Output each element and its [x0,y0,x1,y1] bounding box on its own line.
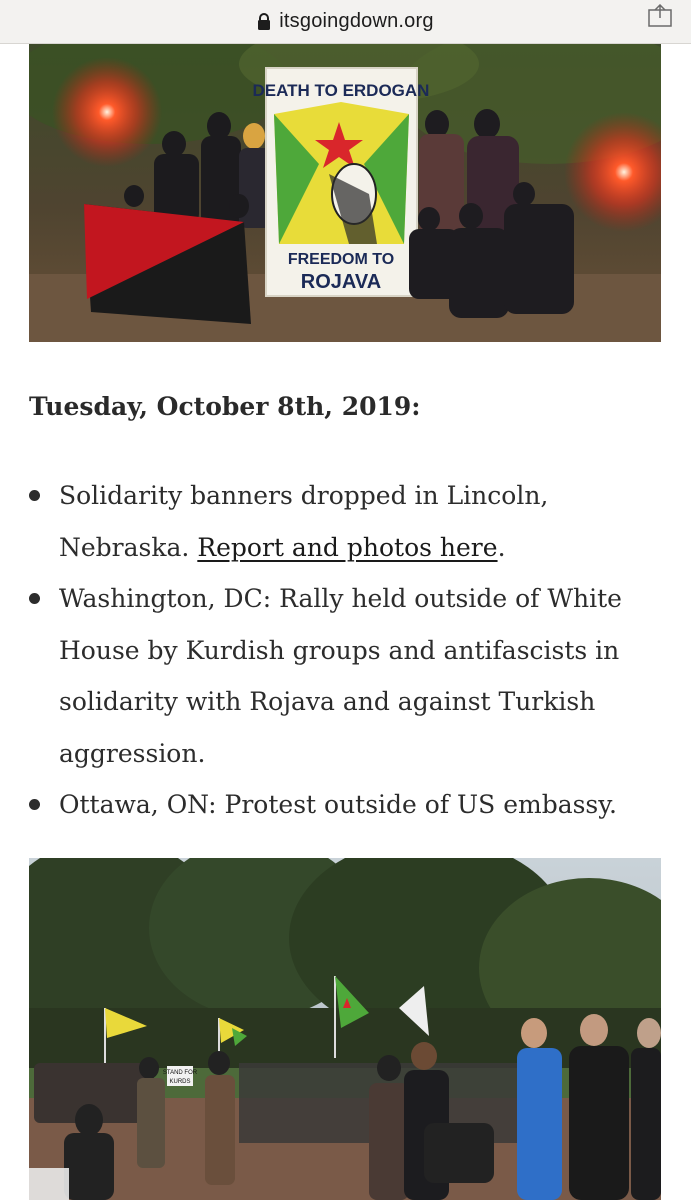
list-item-text: Ottawa, ON: Protest outside of US embassy. [59,790,618,819]
list-item-text: Solidarity banners dropped in Lincoln, Nebraska. [59,481,549,562]
banner-bottom-line1: FREEDOM TO [287,251,395,268]
date-heading: Tuesday, October 8th, 2019: [29,392,421,421]
list-item [29,779,669,831]
list-item-text: Washington, DC: Rally held outside of White House by Kurdish groups and antifascists in solidarity with Rojava and against Turkish aggression. [59,584,622,768]
rally-photo [29,858,661,1200]
list-item [29,573,669,779]
banner-top-text: DEATH TO ERDOGAN [252,81,430,100]
url-display[interactable] [257,10,433,33]
address-bar[interactable] [0,0,691,44]
bullet-icon [29,799,40,810]
list-item-text-end: . [497,532,506,562]
list-item [29,470,669,573]
report-photos-link[interactable]: Report and photos here [197,532,498,562]
lock-icon [257,13,271,30]
rally-sign-line2: KURDS [169,1079,191,1085]
rally-sign-line1: STAND FOR [162,1070,198,1076]
url-text: itsgoingdown.org [279,10,434,32]
bullet-icon [29,490,40,501]
banner-bottom-line2: ROJAVA [300,271,382,293]
bullet-icon [29,593,40,604]
news-list [29,470,669,831]
share-icon[interactable] [643,4,677,28]
protest-photo-banner [29,44,661,342]
